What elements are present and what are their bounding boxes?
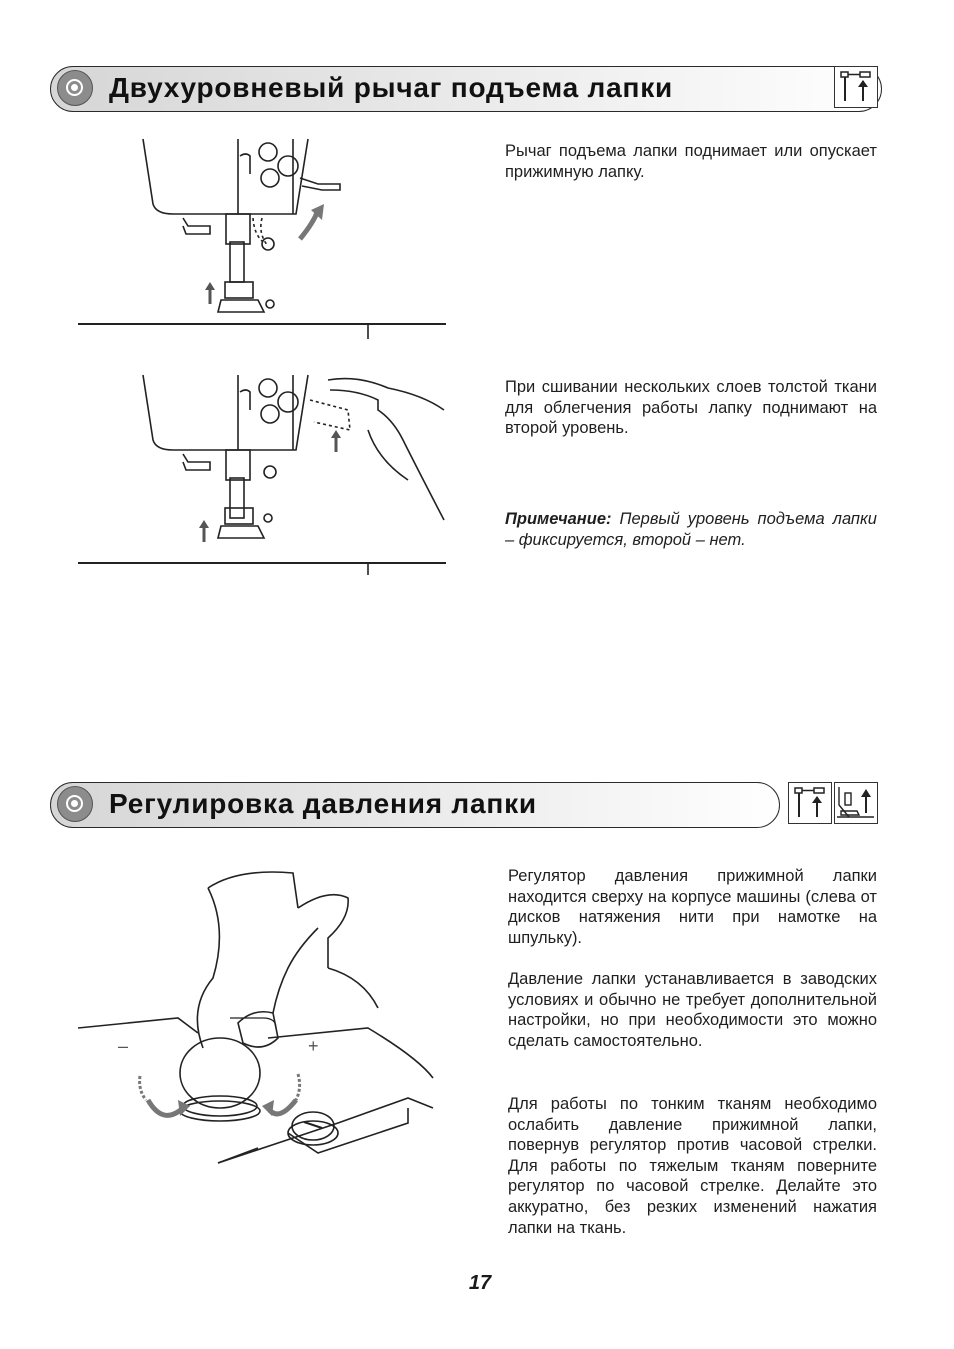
section-title: Двухуровневый рычаг подъема лапки xyxy=(109,72,674,103)
page-number: 17 xyxy=(468,1272,492,1294)
figure-lever-first-level xyxy=(78,134,448,339)
presser-foot-icon xyxy=(834,782,878,824)
section-bullet-icon xyxy=(57,70,93,106)
section-bullet-icon xyxy=(57,786,93,822)
dial-minus-label: – xyxy=(118,1036,129,1056)
section-header-foot-lever xyxy=(50,66,882,112)
paragraph-second-level: При сшивании нескольких слоев толстой ткани для облегчения работы лапку поднимают на второй уровень. xyxy=(505,378,877,438)
paragraph-adjustment: Для работы по тонким тканям необходимо ослабить давление прижимной лапки, повернув регулятор против часовой стрелки. Для работы по тяжелым тканям поверните регулятор по часовой стрелке. Делайте это аккуратно, без резких изменений нажатия лапки на ткань. xyxy=(508,1095,877,1237)
section-header-foot-pressure xyxy=(50,782,780,828)
paragraph-lever-function: Рычаг подъема лапки поднимает или опускает прижимную лапку. xyxy=(505,142,877,181)
section-title: Регулировка давления лапки xyxy=(109,788,537,819)
note-label: Примечание: xyxy=(505,510,612,528)
paragraph-dial-location: Регулятор давления прижимной лапки находится сверху на корпусе машины (слева от дисков натяжения нити при намотке на шпульку). xyxy=(508,867,877,947)
presser-foot-lever-icon xyxy=(788,782,832,824)
dial-plus-label: + xyxy=(308,1036,319,1056)
figure-pressure-dial xyxy=(78,868,448,1168)
figure-lever-second-level xyxy=(78,370,448,575)
presser-foot-lever-icon xyxy=(834,66,878,108)
paragraph-factory-setting: Давление лапки устанавливается в заводских условиях и обычно не требует дополнительной настройки, но при необходимости это можно сделать самостоятельно. xyxy=(508,970,877,1050)
note xyxy=(505,509,877,550)
note-text: Первый уровень подъема лапки – фиксируется, второй – нет. xyxy=(505,510,877,549)
